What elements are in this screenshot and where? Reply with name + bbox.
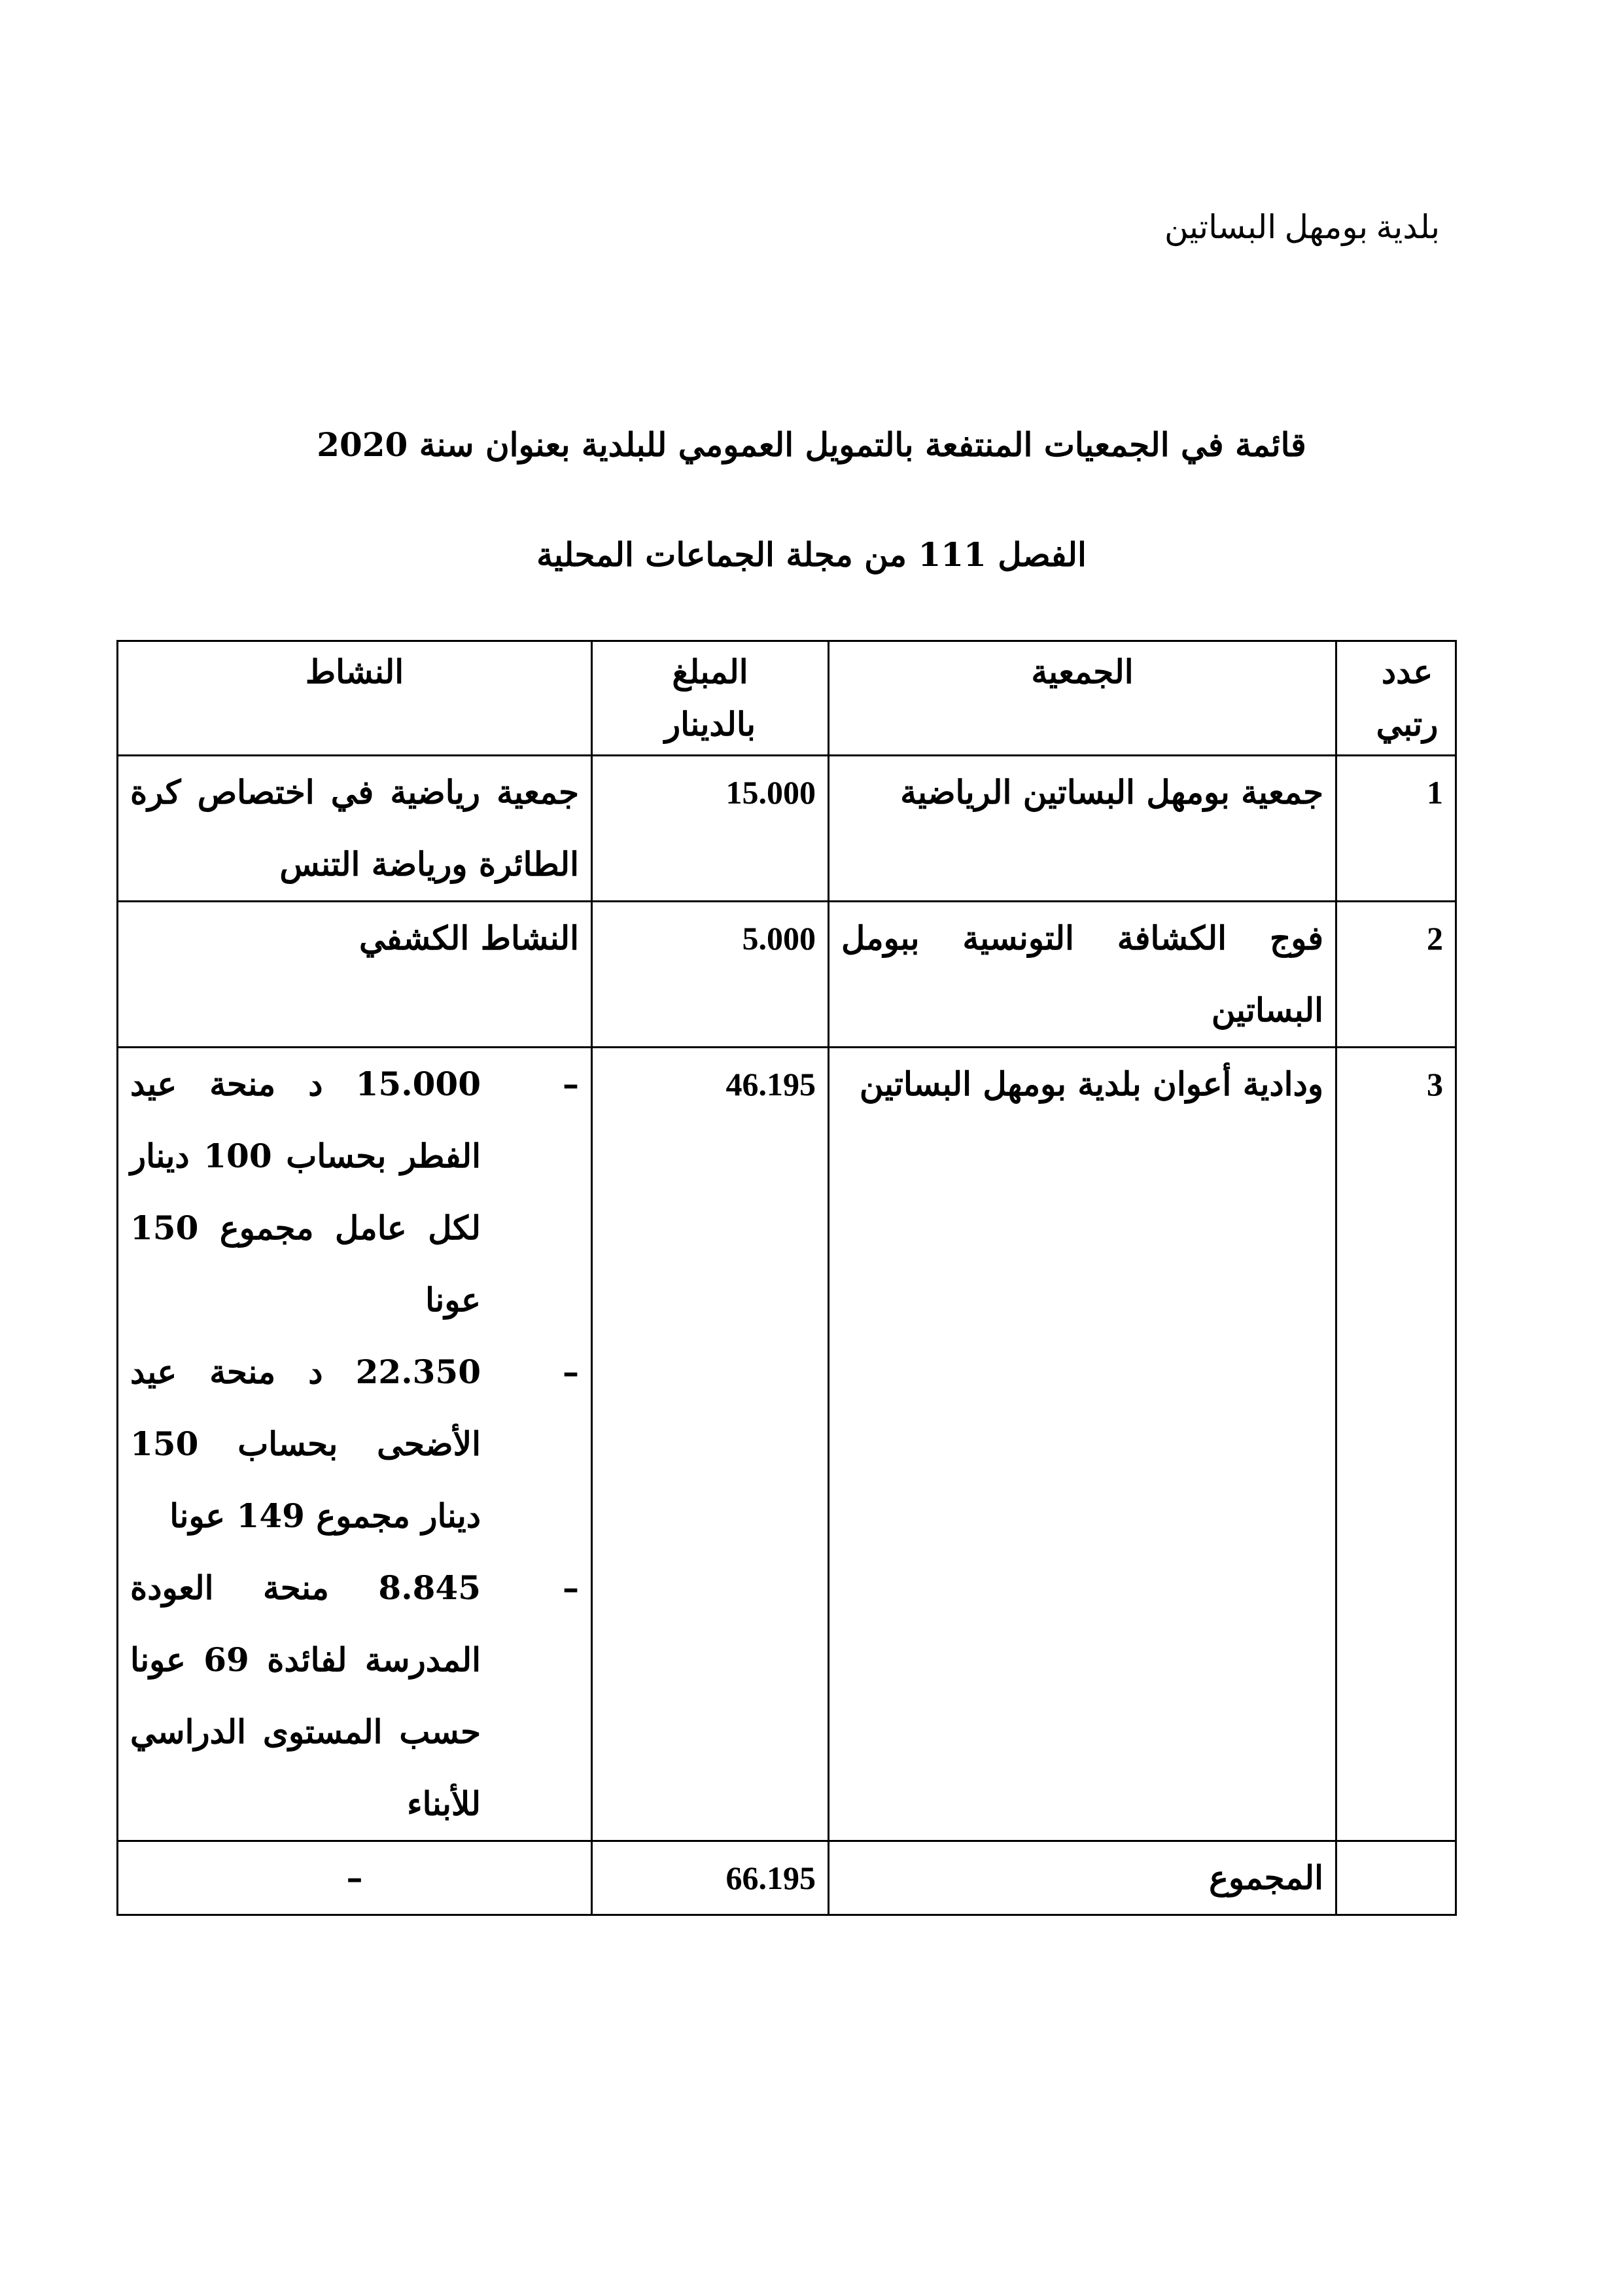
total-amount: 66.195 — [592, 1841, 829, 1915]
row-number: 1 — [1336, 756, 1456, 902]
row-association: فوج الكشافة التونسية ببومل البساتين — [829, 902, 1336, 1048]
row-number: 2 — [1336, 902, 1456, 1048]
bullet-dash: – — [563, 1568, 579, 1607]
total-activity: – — [118, 1841, 592, 1915]
total-number-empty — [1336, 1841, 1456, 1915]
list-item — [130, 1048, 579, 1336]
header-number: عدد رتبي — [1336, 641, 1456, 756]
associations-table — [116, 640, 1457, 1916]
row-association: جمعية بومهل البساتين الرياضية — [829, 756, 1336, 902]
row-activity: جمعية رياضية في اختصاص كرة الطائرة ورياضة التنس — [118, 756, 592, 902]
activity-breakdown-list — [130, 1048, 579, 1840]
document-title: قائمة في الجمعيات المنتفعة بالتمويل العمومي للبلدية بعنوان سنة 2020 — [317, 425, 1306, 464]
row-number: 3 — [1336, 1048, 1456, 1841]
table-total-row — [118, 1841, 1456, 1915]
municipality-name: بلدية بومهل البساتين — [1164, 209, 1440, 245]
table-row — [118, 1048, 1456, 1841]
legal-reference: الفصل 111 من مجلة الجماعات المحلية — [536, 535, 1087, 574]
row-activity: النشاط الكشفي — [118, 902, 592, 1048]
table-header-row — [118, 641, 1456, 756]
header-association: الجمعية — [829, 641, 1336, 756]
list-item-text: 15.000 د منحة عيد الفطر بحساب 100 دينار لكل عامل مجموع 150 عونا — [130, 1065, 481, 1319]
row-amount: 5.000 — [592, 902, 829, 1048]
table-row — [118, 756, 1456, 902]
row-activity — [118, 1048, 592, 1841]
total-label: المجموع — [829, 1841, 1336, 1915]
table-row — [118, 902, 1456, 1048]
list-item-text: 8.845 منحة العودة المدرسة لفائدة 69 عونا حسب المستوى الدراسي للأبناء — [130, 1568, 481, 1823]
row-amount: 46.195 — [592, 1048, 829, 1841]
bullet-dash: – — [563, 1065, 579, 1103]
list-item — [130, 1336, 579, 1552]
list-item — [130, 1552, 579, 1840]
bullet-dash: – — [563, 1352, 579, 1391]
header-amount: المبلغ بالدينار — [592, 641, 829, 756]
header-activity: النشاط — [118, 641, 592, 756]
list-item-text: 22.350 د منحة عيد الأضحى بحساب 150 دينار مجموع 149 عونا — [130, 1352, 481, 1535]
row-amount: 15.000 — [592, 756, 829, 902]
row-association: ودادية أعوان بلدية بومهل البساتين — [829, 1048, 1336, 1841]
